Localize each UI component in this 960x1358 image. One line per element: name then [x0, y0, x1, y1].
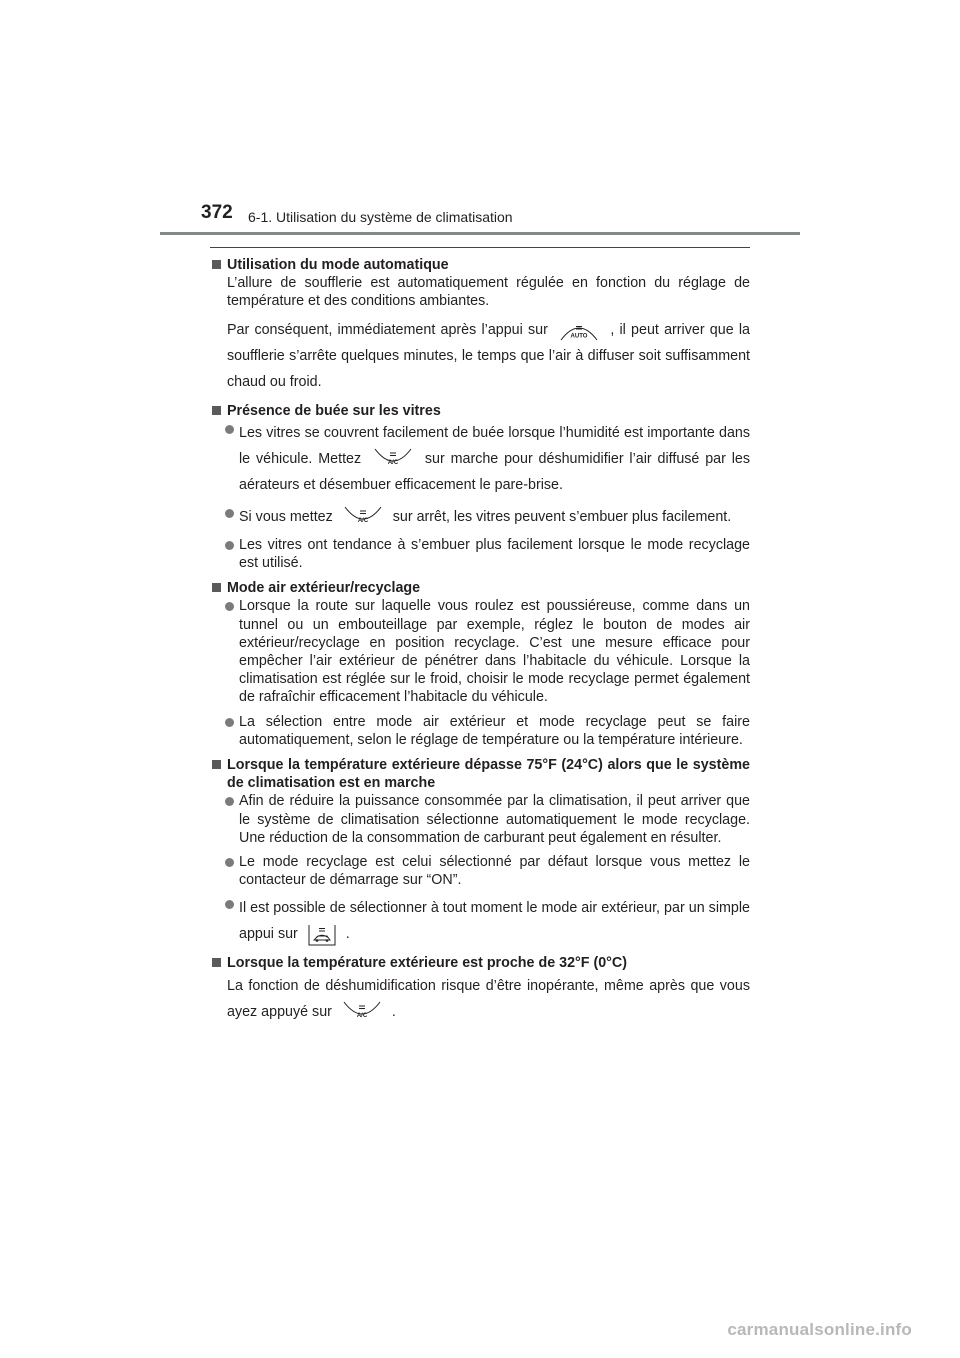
bullet-item: [212, 420, 750, 498]
page-number: 372: [201, 202, 233, 223]
bullet-text: Afin de réduire la puissance consommée par la climatisation, il peut arriver que le système de climatisation sélectionne automatiquement le mode recyclage. Une réduction de la consommation de carburant peut également en résulter.: [239, 793, 750, 846]
section-auto-mode: [212, 256, 750, 395]
bullet-text: Les vitres ont tendance à s’embuer plus facilement lorsque le mode recyclage est utilisé.: [239, 536, 750, 572]
section-title-text: Utilisation du mode automatique: [227, 257, 449, 273]
bullet-text: .: [345, 926, 350, 943]
bullet-item: [212, 792, 750, 847]
square-bullet-icon: [212, 760, 221, 769]
round-bullet-icon: [225, 509, 234, 518]
square-bullet-icon: [212, 260, 221, 269]
bullet-text: Il est possible de sélectionner à tout moment le mode air extérieur, par un simple appui sur: [239, 900, 750, 943]
recirculation-button-icon: [308, 924, 336, 946]
square-bullet-icon: [212, 583, 221, 592]
ac-icon-label: A/C: [387, 460, 399, 467]
paragraph-text: , il peut arriver que la soufflerie s’arrête quelques minutes, le temps que l’air à diffuser soit suffisamment chaud ou froid.: [227, 321, 750, 390]
bullet-item: [212, 536, 750, 572]
ac-button-icon: [343, 506, 383, 528]
watermark[interactable]: carmanualsonline.info: [727, 1320, 912, 1339]
bullet-text: La sélection entre mode air extérieur et mode recyclage peut se faire automatiquement, selon le réglage de température ou la température intérieure.: [239, 713, 750, 748]
section-title-text: Présence de buée sur les vitres: [227, 402, 441, 419]
square-bullet-icon: [212, 958, 221, 967]
round-bullet-icon: [225, 425, 234, 434]
section-high-temperature: [212, 756, 750, 947]
paragraph: L’allure de soufflerie est automatiquement régulée en fonction du réglage de température et des conditions ambiantes.: [227, 275, 750, 310]
round-bullet-icon: [225, 718, 234, 727]
paragraph: [212, 317, 750, 395]
bullet-item: [212, 504, 750, 530]
ac-icon-label: A/C: [356, 1012, 368, 1019]
auto-icon-label: AUTO: [570, 333, 588, 340]
content-rule: [210, 247, 750, 248]
paragraph: [212, 973, 750, 1025]
bullet-text: Si vous mettez: [239, 508, 333, 525]
bullet-text: Lorsque la route sur laquelle vous roulez est poussiéreuse, comme dans un tunnel ou un embouteillage par exemple, réglez le bouton de modes air extérieur/recyclage en position recyclage. C’est une mesure efficace pour empêcher l’air extérieur de pénétrer dans l’habitacle du véhicule. Lorsque la climatisation est réglée sur le froid, choisir le mode recyclage permet également de rafraîchir efficacement l’habitacle du véhicule.: [239, 598, 750, 706]
running-header: 6-1. Utilisation du système de climatisation: [248, 209, 513, 225]
section-title: [212, 256, 750, 274]
section-low-temperature: [212, 954, 750, 1024]
bullet-text: Les vitres se couvrent facilement de buée lorsque l’humidité est importante dans le véhicule. Mettez: [239, 424, 750, 467]
round-bullet-icon: [225, 797, 234, 806]
round-bullet-icon: [225, 858, 234, 867]
round-bullet-icon: [225, 900, 234, 909]
paragraph-text: Par conséquent, immédiatement après l’appui sur: [227, 321, 548, 338]
auto-button-icon: [559, 319, 599, 341]
bullet-item: [212, 597, 750, 706]
bullet-text: sur arrêt, les vitres peuvent s’embuer plus facilement.: [392, 508, 732, 525]
ac-icon-label: A/C: [357, 518, 368, 525]
header-rule: [160, 232, 800, 235]
page-content: [212, 256, 750, 1032]
ac-button-icon: [342, 1001, 382, 1023]
section-title-text: Lorsque la température extérieure est proche de 32°F (0°C): [227, 955, 627, 972]
section-title: [212, 402, 750, 420]
bullet-item: [212, 713, 750, 749]
section-title-text: Lorsque la température extérieure dépasse 75°F (24°C) alors que le système de climatisation est en marche: [227, 757, 750, 792]
round-bullet-icon: [225, 602, 234, 611]
section-fogging: [212, 402, 750, 573]
section-air-recirculation: [212, 579, 750, 749]
section-title: [212, 954, 750, 972]
paragraph-text: .: [391, 1003, 396, 1020]
section-title-text: Mode air extérieur/recyclage: [227, 580, 421, 597]
paragraph-text: La fonction de déshumidification risque d’être inopérante, même après que vous ayez appuyé sur: [227, 977, 750, 1020]
bullet-item: [212, 853, 750, 889]
section-title: [212, 756, 750, 792]
bullet-text: sur marche pour déshumidifier l’air diffusé par les aérateurs et désembuer efficacement le pare-brise.: [239, 450, 751, 493]
round-bullet-icon: [225, 541, 234, 550]
bullet-text: Le mode recyclage est celui sélectionné par défaut lorsque vous mettez le contacteur de démarrage sur “ON”.: [239, 854, 750, 889]
section-title: [212, 579, 750, 597]
square-bullet-icon: [212, 406, 221, 415]
bullet-item: [212, 895, 750, 947]
ac-button-icon: [373, 448, 413, 470]
